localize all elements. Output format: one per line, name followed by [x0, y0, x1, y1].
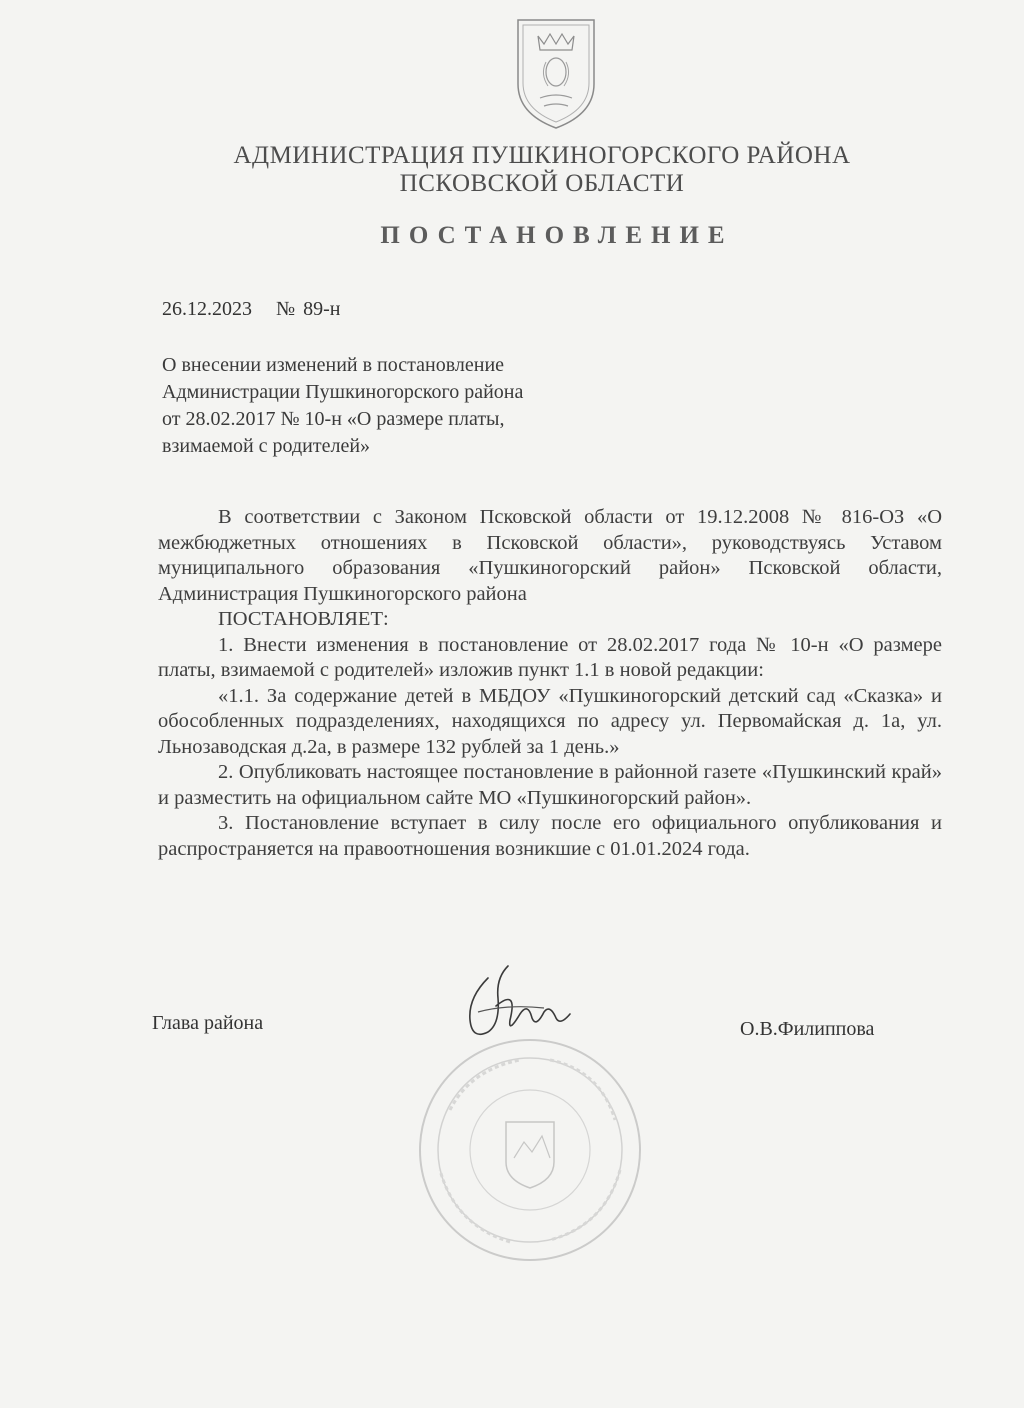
organization-region: ПСКОВСКОЙ ОБЛАСТИ [399, 170, 685, 197]
item-1-1-paragraph: «1.1. За содержание детей в МБДОУ «Пушкиногорский детский сад «Сказка» и обособленных подразделениях, находящихся по адресу ул. Первомайская д. 1а, ул. Льнозаводская д.2а, в размере 132 рублей за 1 день.» [158, 684, 942, 758]
subject-line: Администрации Пушкиногорского района [162, 381, 524, 403]
item-2-paragraph: 2. Опубликовать настоящее постановление в районной газете «Пушкинский край» и разместить на официальном сайте МО «Пушкиногорский район». [158, 761, 942, 809]
signatory-name: О.В.Филиппова [740, 1018, 875, 1040]
date-number-line [162, 298, 340, 321]
document-subject [162, 352, 622, 460]
coat-of-arms-icon [510, 14, 602, 132]
round-seal-icon [410, 1030, 650, 1270]
resolution-verb: ПОСТАНОВЛЯЕТ: [218, 608, 389, 630]
item-1-paragraph: 1. Внести изменения в постановление от 28.02.2017 года № 10-н «О размере платы, взимаемой с родителей» изложив пункт 1.1 в новой редакции: [158, 633, 942, 681]
subject-line: от 28.02.2017 № 10-н «О размере платы, [162, 408, 505, 430]
subject-line: О внесении изменений в постановление [162, 354, 505, 376]
organization-name: АДМИНИСТРАЦИЯ ПУШКИНОГОРСКОГО РАЙОНА [233, 142, 851, 169]
subject-line: взимаемой с родителей» [162, 435, 371, 457]
document-body [158, 505, 942, 862]
item-3-paragraph: 3. Постановление вступает в силу после его официального опубликования и распространяется на правоотношения возникшие с 01.01.2024 года. [158, 812, 942, 860]
document-type-title: ПОСТАНОВЛЕНИЕ [380, 222, 734, 249]
document-number: № 89-н [276, 298, 341, 320]
document-date: 26.12.2023 [162, 298, 252, 320]
preamble-paragraph: В соответствии с Законом Псковской области от 19.12.2008 № 816-ОЗ «О межбюджетных отношениях в Псковской области», руководствуясь Уставом муниципального образования «Пушкиногорский район» Псковской области, Администрация Пушкиногорского района [158, 506, 942, 605]
signatory-position: Глава района [152, 1012, 264, 1034]
